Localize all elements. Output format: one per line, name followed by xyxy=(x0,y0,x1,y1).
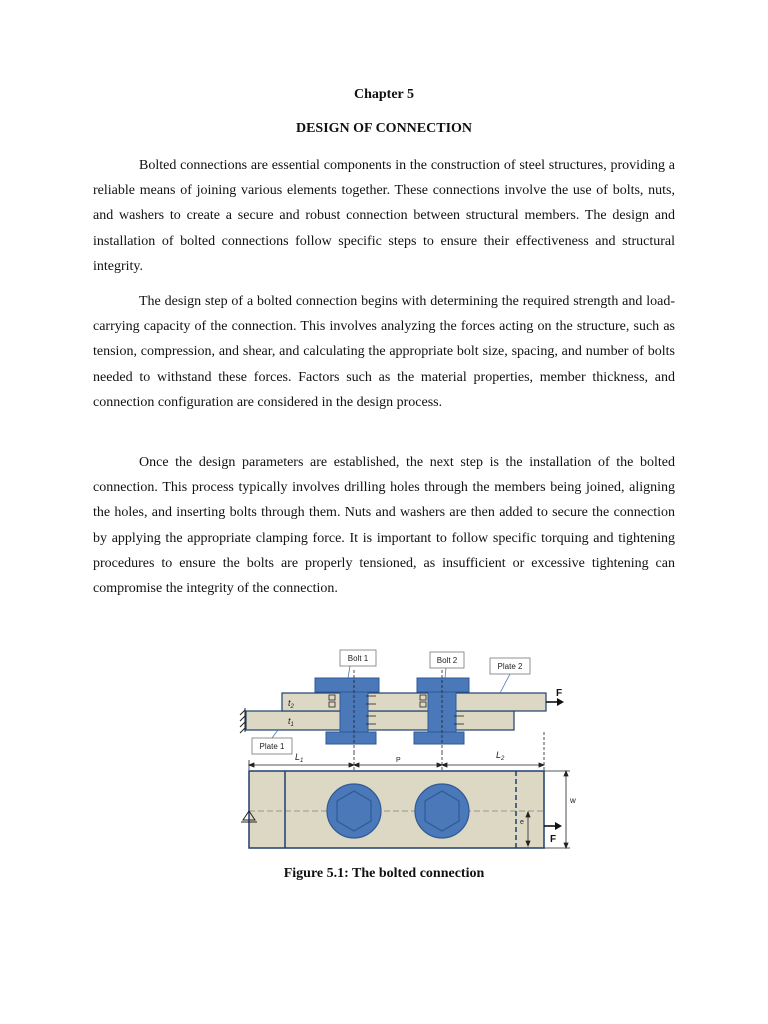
bolt-2-plan xyxy=(415,784,469,838)
chapter-number: Chapter 5 xyxy=(353,87,415,102)
plate-1-side xyxy=(246,711,514,730)
plate-plan xyxy=(249,771,544,848)
plate-2-side xyxy=(282,693,546,711)
force-arrow-side xyxy=(546,688,564,706)
paragraph-1: Bolted connections are essential components in the construction of steel structures, providing a reliable means of joining various elements together. These connections involve the use of bolts, nuts, and washers to create a secure and robust connection between structural members. The design and installation of bolted connections follow specific steps to ensure their effectiveness and structural integrity. xyxy=(93,158,675,274)
edge-e-label: e xyxy=(520,819,524,826)
bolt-2-callout xyxy=(430,652,464,678)
plate-2-callout xyxy=(490,658,530,693)
bolt-1-plan xyxy=(327,784,381,838)
figure-caption: Figure 5.1: The bolted connection xyxy=(283,866,485,881)
svg-text:Plate 2: Plate 2 xyxy=(497,662,523,671)
bolt-1-callout xyxy=(340,650,376,678)
force-arrow-plan xyxy=(544,822,562,845)
chapter-title: DESIGN OF CONNECTION xyxy=(295,121,473,136)
length-L2-label: $L_2$ xyxy=(496,750,505,762)
svg-text:F: F xyxy=(556,688,563,699)
paragraph-2: The design step of a bolted connection begins with determining the required strength and load-carrying capacity of the connection. This involves analyzing the forces acting on the structure, such as tension, compression, and shear, and calculating the appropriate bolt size, spacing, and number of bolts needed to withstand these forces. Factors such as the material properties, member thickness, and connection configuration are considered in the design process. xyxy=(93,294,675,410)
fixed-support xyxy=(240,708,245,733)
paragraph-3: Once the design parameters are established, the next step is the installation of the bolted connection. This process typically involves drilling holes through the members being joined, aligning the holes, and inserting bolts through them. Nuts and washers are then added to secure the connection by applying the appropriate clamping force. It is important to follow specific torquing and tightening procedures to ensure the bolts are properly tensioned, as insufficient or excessive tightening can compromise the integrity of the connection. xyxy=(93,455,675,597)
svg-text:F: F xyxy=(550,834,557,845)
length-L1-label: $L_1$ xyxy=(295,752,304,764)
svg-text:Bolt 2: Bolt 2 xyxy=(436,656,458,665)
side-view xyxy=(240,650,564,754)
pitch-p-label: P xyxy=(396,757,401,764)
svg-text:Plate 1: Plate 1 xyxy=(259,742,285,751)
width-dimension xyxy=(544,771,570,848)
width-w-label: w xyxy=(570,796,576,805)
thickness-t2-label: $t_2$ xyxy=(288,698,294,710)
thickness-t1-label: $t_1$ xyxy=(288,716,294,728)
bolted-connection-figure xyxy=(232,640,592,860)
plate-1-callout xyxy=(252,730,292,754)
svg-text:Bolt 1: Bolt 1 xyxy=(347,654,369,663)
plan-view xyxy=(241,771,576,848)
